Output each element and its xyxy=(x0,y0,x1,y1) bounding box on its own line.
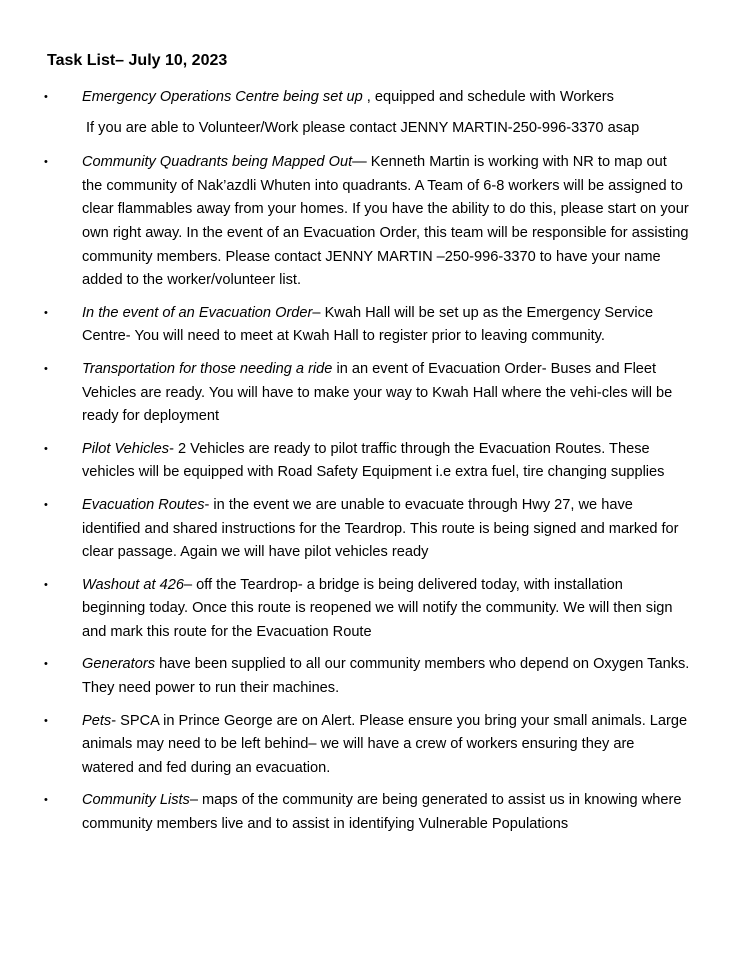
task-lead: Community Quadrants being Mapped Out xyxy=(82,154,353,171)
bullet-icon: • xyxy=(44,578,48,591)
task-text: - SPCA in Prince George are on Alert. Please ensure you bring your small animals. Large animals may need to be left behind– we will have a crew of workers ensuring they are watered and fed during an evacuation. xyxy=(82,712,688,776)
task-text: , equipped and schedule with Workers xyxy=(362,89,614,105)
list-item xyxy=(0,358,742,429)
task-lead: Washout at 426 xyxy=(82,576,184,593)
volunteer-note: If you are able to Volunteer/Work please contact JENNY MARTIN-250-996-3370 asap xyxy=(86,119,640,136)
task-lead: Transportation for those needing a ride xyxy=(82,360,333,377)
task-text: – maps of the community are being generated to assist us in knowing where community members live and to assist in identifying Vulnerable Populations xyxy=(82,792,682,833)
task-lead: Generators xyxy=(82,656,156,673)
list-item xyxy=(0,710,742,781)
task-lead: Emergency Operations Centre being set up xyxy=(82,89,363,105)
list-item xyxy=(0,494,742,565)
list-item xyxy=(0,86,742,110)
task-lead: In the event of an Evacuation Order xyxy=(82,304,313,321)
bullet-icon: • xyxy=(44,442,48,455)
list-item xyxy=(0,151,742,293)
bullet-icon: • xyxy=(44,306,48,319)
task-text: have been supplied to all our community members who depend on Oxygen Tanks. They need power to run their machines. xyxy=(82,656,690,697)
bullet-icon: • xyxy=(44,91,48,103)
task-lead: Community Lists xyxy=(82,792,190,809)
list-item xyxy=(0,438,742,485)
bullet-icon: • xyxy=(44,794,48,807)
task-text: in an event of Evacuation Order- Buses and Fleet Vehicles are ready. You will have to make your way to Kwah Hall where the vehi-cles will be ready for deployment xyxy=(82,360,673,425)
task-text: – off the Teardrop- a bridge is being delivered today, with installation beginning today. Once this route is reopened we will notify the community. We will then sign and mark this route for the Evacuation Route xyxy=(82,576,673,640)
task-lead: Evacuation Routes xyxy=(82,496,205,513)
page-title: Task List– July 10, 2023 xyxy=(47,52,228,69)
bullet-icon: • xyxy=(44,498,48,511)
task-text: — Kenneth Martin is working with NR to map out the community of Nak’azdli Whuten into quadrants. A Team of 6-8 workers will be assigned to clear flammables away from your homes. If you have the ability to do this, please start on your own right away. In the event of an Evacuation Order, this team will be responsible for assisting community members. Please contact JENNY MARTIN –250-996-3370 to have your name added to the worker/volunteer list. xyxy=(82,154,689,289)
list-item xyxy=(0,574,742,645)
task-text: – Kwah Hall will be set up as the Emergency Service Centre- You will need to meet at Kwah Hall to register prior to leaving community. xyxy=(82,304,654,345)
task-list xyxy=(0,86,742,846)
bullet-icon: • xyxy=(44,156,48,169)
bullet-icon: • xyxy=(44,714,48,727)
task-lead: Pilot Vehicles xyxy=(82,440,170,457)
bullet-icon: • xyxy=(44,362,48,375)
list-item xyxy=(0,653,742,700)
bullet-icon: • xyxy=(44,658,48,671)
task-lead: Pets xyxy=(82,712,112,729)
task-text: - in the event we are unable to evacuate through Hwy 27, we have identified and shared instructions for the Teardrop. This route is being signed and marked for clear passage. Again we will have pilot vehicles ready xyxy=(82,496,679,561)
list-item xyxy=(0,789,742,836)
task-text: - 2 Vehicles are ready to pilot traffic through the Evacuation Routes. These vehicles will be equipped with Road Safety Equipment i.e extra fuel, tire changing supplies xyxy=(82,440,665,481)
list-item xyxy=(0,302,742,349)
